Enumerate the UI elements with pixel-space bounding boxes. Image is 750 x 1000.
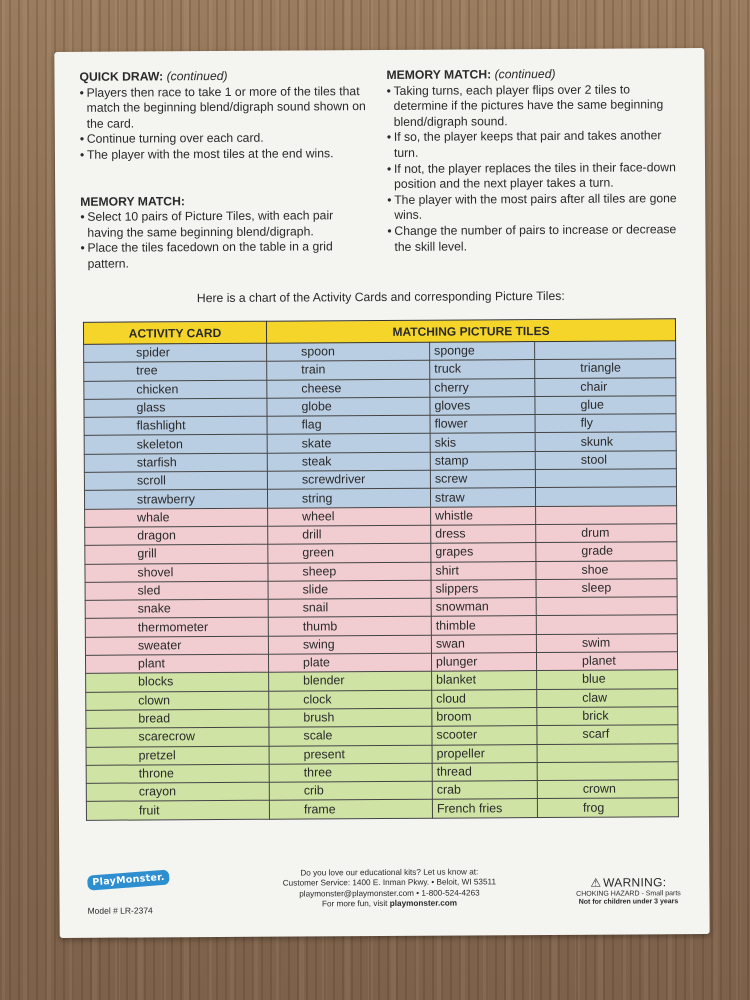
picture-tile-cell bbox=[535, 487, 676, 506]
activity-card-cell: glass bbox=[84, 398, 267, 417]
picture-tile-cell bbox=[537, 762, 678, 781]
memory-match-title: MEMORY MATCH: bbox=[386, 67, 492, 82]
picture-tile-cell: straw bbox=[430, 488, 535, 507]
activity-card-cell: throne bbox=[86, 764, 269, 783]
picture-tile-cell: skunk bbox=[535, 432, 676, 451]
memory-match-continued-list bbox=[386, 82, 687, 255]
activity-card-cell: plant bbox=[85, 654, 268, 673]
picture-tile-cell: crib bbox=[269, 781, 432, 800]
picture-tile-cell: plunger bbox=[431, 653, 536, 672]
header-matching-tiles: MATCHING PICTURE TILES bbox=[266, 319, 675, 343]
picture-tile-cell bbox=[537, 743, 678, 762]
picture-tile-cell: plate bbox=[268, 653, 431, 672]
picture-tile-cell: skis bbox=[430, 433, 535, 452]
picture-tile-cell: train bbox=[267, 361, 430, 380]
picture-tile-cell: screwdriver bbox=[267, 470, 430, 489]
picture-tile-cell: frog bbox=[537, 798, 678, 817]
warning-heading bbox=[553, 875, 703, 891]
contact-line: Do you love our educational kits? Let us know at: bbox=[300, 867, 479, 878]
list-item: • The player with the most pairs after all tiles are gone wins. bbox=[387, 191, 687, 224]
activity-card-cell: fruit bbox=[86, 801, 269, 820]
contact-line: playmonster@playmonster.com • 1-800-524-4263 bbox=[299, 888, 480, 899]
picture-tile-cell: crown bbox=[537, 780, 678, 799]
model-number: Model # LR-2374 bbox=[87, 905, 153, 916]
picture-tile-cell: brick bbox=[537, 707, 678, 726]
picture-tile-cell: grapes bbox=[431, 543, 536, 562]
activity-card-cell: sled bbox=[85, 581, 268, 600]
picture-tile-cell: drill bbox=[268, 525, 431, 544]
list-item: • If so, the player keeps that pair and takes another turn. bbox=[387, 129, 687, 162]
picture-tile-cell: steak bbox=[267, 452, 430, 471]
activity-card-cell: scroll bbox=[84, 471, 267, 490]
picture-tile-cell: scooter bbox=[432, 726, 537, 745]
instruction-card bbox=[54, 48, 709, 938]
picture-tile-cell: thimble bbox=[431, 616, 536, 635]
picture-tile-cell: claw bbox=[537, 688, 678, 707]
activity-card-cell: snake bbox=[85, 599, 268, 618]
picture-tile-cell: fly bbox=[535, 414, 676, 433]
memory-match-continued-heading bbox=[386, 66, 686, 83]
quick-draw-heading bbox=[79, 68, 369, 85]
picture-tile-cell: sheep bbox=[268, 562, 431, 581]
right-column bbox=[386, 66, 687, 255]
memory-match-list bbox=[80, 208, 370, 272]
picture-tile-cell: frame bbox=[269, 800, 432, 819]
picture-tile-cell: thread bbox=[432, 762, 537, 781]
activity-card-cell: scarecrow bbox=[86, 727, 269, 746]
warning-triangle-icon: ⚠ bbox=[590, 875, 602, 890]
picture-tile-cell: blue bbox=[537, 670, 678, 689]
activity-card-cell: flashlight bbox=[84, 416, 267, 435]
picture-tile-cell: sleep bbox=[536, 579, 677, 598]
activity-card-cell: clown bbox=[86, 691, 269, 710]
list-item: • Place the tiles facedown on the table in a grid pattern. bbox=[80, 239, 370, 272]
picture-tile-cell: screw bbox=[430, 470, 535, 489]
logo-wordmark: PlayMonster. bbox=[87, 869, 170, 890]
picture-tile-cell: flower bbox=[430, 415, 535, 434]
picture-tile-cell: swim bbox=[536, 633, 677, 652]
picture-tile-cell: dress bbox=[431, 525, 536, 544]
activity-card-cell: thermometer bbox=[85, 618, 268, 637]
list-item: • Players then race to take 1 or more of the tiles that match the beginning blend/digraph sound shown on the card. bbox=[80, 84, 370, 133]
quick-draw-title: QUICK DRAW: bbox=[79, 69, 164, 84]
picture-tile-cell: green bbox=[268, 543, 431, 562]
quick-draw-continued: (continued) bbox=[166, 68, 228, 84]
activity-card-cell: whale bbox=[85, 508, 268, 527]
picture-tile-cell: planet bbox=[536, 652, 677, 671]
picture-tile-cell: stamp bbox=[430, 451, 535, 470]
picture-tile-cell bbox=[536, 597, 677, 616]
picture-tile-cell: brush bbox=[269, 708, 432, 727]
list-item: • Taking turns, each player flips over 2 tiles to determine if the pictures have the same beginning blend/digraph sound. bbox=[386, 82, 686, 131]
memory-match-continued: (continued) bbox=[494, 66, 556, 82]
playmonster-logo bbox=[87, 869, 170, 888]
picture-tile-cell: French fries bbox=[432, 799, 537, 818]
picture-tile-cell: cheese bbox=[267, 379, 430, 398]
visit-line bbox=[239, 898, 539, 910]
picture-tile-cell: swan bbox=[431, 634, 536, 653]
activity-card-cell: tree bbox=[84, 361, 267, 380]
picture-tile-cell: crab bbox=[432, 781, 537, 800]
visit-prefix: For more fun, visit bbox=[321, 899, 390, 909]
header-activity-card: ACTIVITY CARD bbox=[83, 321, 266, 344]
picture-tile-cell bbox=[536, 615, 677, 634]
activity-card-cell: bread bbox=[86, 709, 269, 728]
picture-tile-cell: snowman bbox=[431, 598, 536, 617]
memory-match-heading: MEMORY MATCH: bbox=[80, 193, 185, 209]
activity-card-cell: pretzel bbox=[86, 746, 269, 765]
picture-tile-cell: slide bbox=[268, 580, 431, 599]
table-body bbox=[84, 341, 679, 820]
picture-tile-cell: swing bbox=[268, 635, 431, 654]
picture-tile-cell: skate bbox=[267, 434, 430, 453]
picture-tile-cell: blender bbox=[269, 672, 432, 691]
activity-card-cell: grill bbox=[85, 544, 268, 563]
picture-tile-cell: present bbox=[269, 745, 432, 764]
activity-card-cell: chicken bbox=[84, 380, 267, 399]
picture-tile-cell: slippers bbox=[431, 579, 536, 598]
quick-draw-list bbox=[80, 84, 370, 164]
picture-tile-cell bbox=[536, 505, 677, 524]
chart-intro: Here is a chart of the Activity Cards and corresponding Picture Tiles: bbox=[196, 288, 565, 306]
activity-card-cell: spider bbox=[84, 343, 267, 362]
picture-tile-cell: spoon bbox=[267, 342, 430, 361]
activity-card-cell: starfish bbox=[84, 453, 267, 472]
picture-tile-cell: snail bbox=[268, 598, 431, 617]
picture-tile-cell: cherry bbox=[430, 378, 535, 397]
picture-tile-cell: gloves bbox=[430, 396, 535, 415]
picture-tile-cell: propeller bbox=[432, 744, 537, 763]
picture-tile-cell: whistle bbox=[431, 506, 536, 525]
activity-card-cell: sweater bbox=[85, 636, 268, 655]
activity-card-cell: shovel bbox=[85, 563, 268, 582]
picture-tile-cell: scale bbox=[269, 726, 432, 745]
picture-tile-cell: shoe bbox=[536, 560, 677, 579]
picture-tile-cell: grade bbox=[536, 542, 677, 561]
list-item: • Select 10 pairs of Picture Tiles, with each pair having the same beginning blend/digraph. bbox=[80, 208, 370, 241]
activity-card-cell: skeleton bbox=[84, 435, 267, 454]
left-column bbox=[79, 68, 370, 272]
activity-card-cell: strawberry bbox=[84, 490, 267, 509]
activity-cards-table bbox=[83, 318, 679, 820]
picture-tile-cell: thumb bbox=[268, 617, 431, 636]
picture-tile-cell: globe bbox=[267, 397, 430, 416]
warning-block bbox=[553, 875, 703, 908]
picture-tile-cell: three bbox=[269, 763, 432, 782]
picture-tile-cell: triangle bbox=[535, 359, 676, 378]
visit-site: playmonster.com bbox=[389, 898, 458, 909]
picture-tile-cell: flag bbox=[267, 415, 430, 434]
picture-tile-cell: broom bbox=[432, 707, 537, 726]
picture-tile-cell: glue bbox=[535, 396, 676, 415]
picture-tile-cell: blanket bbox=[432, 671, 537, 690]
list-item: • Change the number of pairs to increase or decrease the skill level. bbox=[387, 222, 687, 255]
table-row bbox=[86, 798, 678, 820]
picture-tile-cell: scarf bbox=[537, 725, 678, 744]
picture-tile-cell: drum bbox=[536, 524, 677, 543]
list-item: • The player with the most tiles at the end wins. bbox=[80, 146, 370, 163]
warning-line: Not for children under 3 years bbox=[578, 898, 679, 906]
activity-card-cell: blocks bbox=[86, 673, 269, 692]
list-item: • If not, the player replaces the tiles in their face-down position and the next player takes a turn. bbox=[387, 160, 687, 193]
list-item: • Continue turning over each card. bbox=[80, 130, 370, 147]
contact-info bbox=[239, 867, 539, 910]
picture-tile-cell: shirt bbox=[431, 561, 536, 580]
picture-tile-cell: string bbox=[267, 489, 430, 508]
picture-tile-cell: sponge bbox=[430, 342, 535, 361]
activity-card-cell: dragon bbox=[85, 526, 268, 545]
picture-tile-cell: cloud bbox=[432, 689, 537, 708]
warning-line: CHOKING HAZARD - Small parts bbox=[576, 889, 681, 898]
picture-tile-cell: stool bbox=[535, 450, 676, 469]
warning-title: WARNING: bbox=[603, 875, 667, 890]
picture-tile-cell bbox=[535, 341, 676, 360]
picture-tile-cell bbox=[535, 469, 676, 488]
contact-line: Customer Service: 1400 E. Inman Pkwy. • Beloit, WI 53511 bbox=[282, 877, 497, 889]
picture-tile-cell: clock bbox=[269, 690, 432, 709]
picture-tile-cell: wheel bbox=[268, 507, 431, 526]
picture-tile-cell: truck bbox=[430, 360, 535, 379]
activity-card-cell: crayon bbox=[86, 782, 269, 801]
picture-tile-cell: chair bbox=[535, 377, 676, 396]
